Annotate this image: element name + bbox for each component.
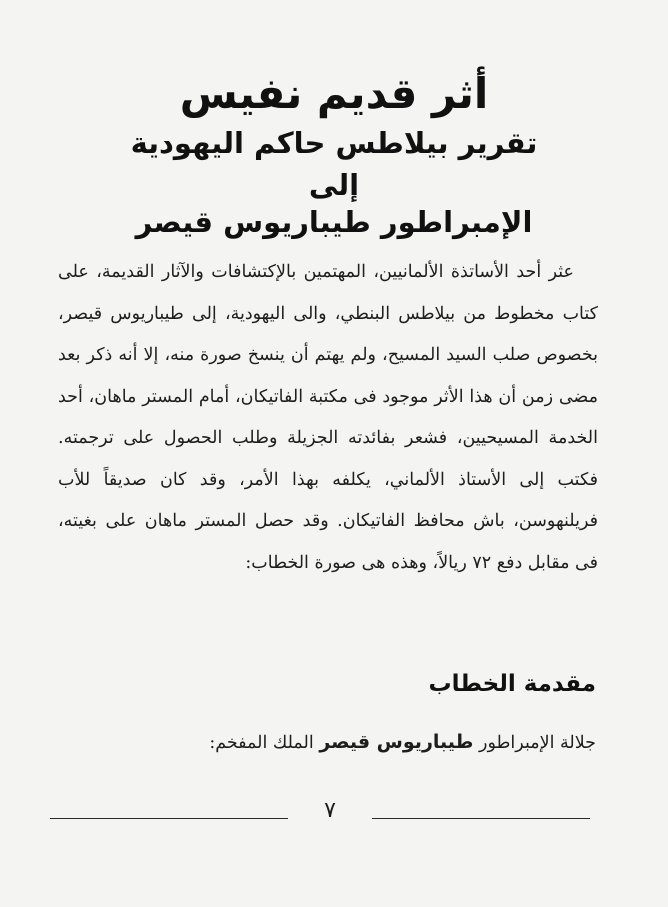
subtitle-emperor: الإمبراطور طيباريوس قيصر (135, 205, 533, 239)
main-title: أثر قديم نفيس (179, 69, 489, 118)
salutation-line (56, 722, 596, 763)
body-text (58, 252, 598, 584)
footer-rule-left (50, 818, 288, 819)
subtitle-to: إلى (308, 168, 360, 202)
section-heading: مقدمة الخطاب (428, 671, 596, 697)
salutation-suffix: الملك المفخم: (209, 733, 314, 753)
subtitle: تقرير بيلاطس حاكم اليهودية (130, 126, 538, 160)
footer-rule-right (372, 818, 590, 819)
body-paragraph: عثر أحد الأساتذة الألمانيين، المهتمين بالإكتشافات والآثار القديمة، على كتاب مخطوط من بيلاطس البنطي، والى اليهودية، إلى طيباريوس قيصر، بخصوص صلب السيد المسيح، ولم يهتم أن ينسخ صورة منه، إلا أنه ذكر بعد مضى زمن أن هذا الأثر موجود فى مكتبة الفاتيكان، أمام المستر ماهان، أحد الخدمة المسيحيين، فشعر بفائدته الجزيلة وطلب الحصول على ترجمته. فكتب إلى الأستاذ الألماني، يكلفه بهذا الأمر، وقد كان صديقاً للأب فريلنهوسن، باش محافظ الفاتيكان. وقد حصل المستر ماهان على بغيته، فى مقابل دفع ٧٢ ريالاً، وهذه هى صورة الخطاب: (58, 262, 598, 573)
page-number: ٧ (324, 798, 336, 823)
salutation-prefix: جلالة الإمبراطور (479, 733, 596, 753)
salutation-name: طيباريوس قيصر (319, 731, 474, 753)
